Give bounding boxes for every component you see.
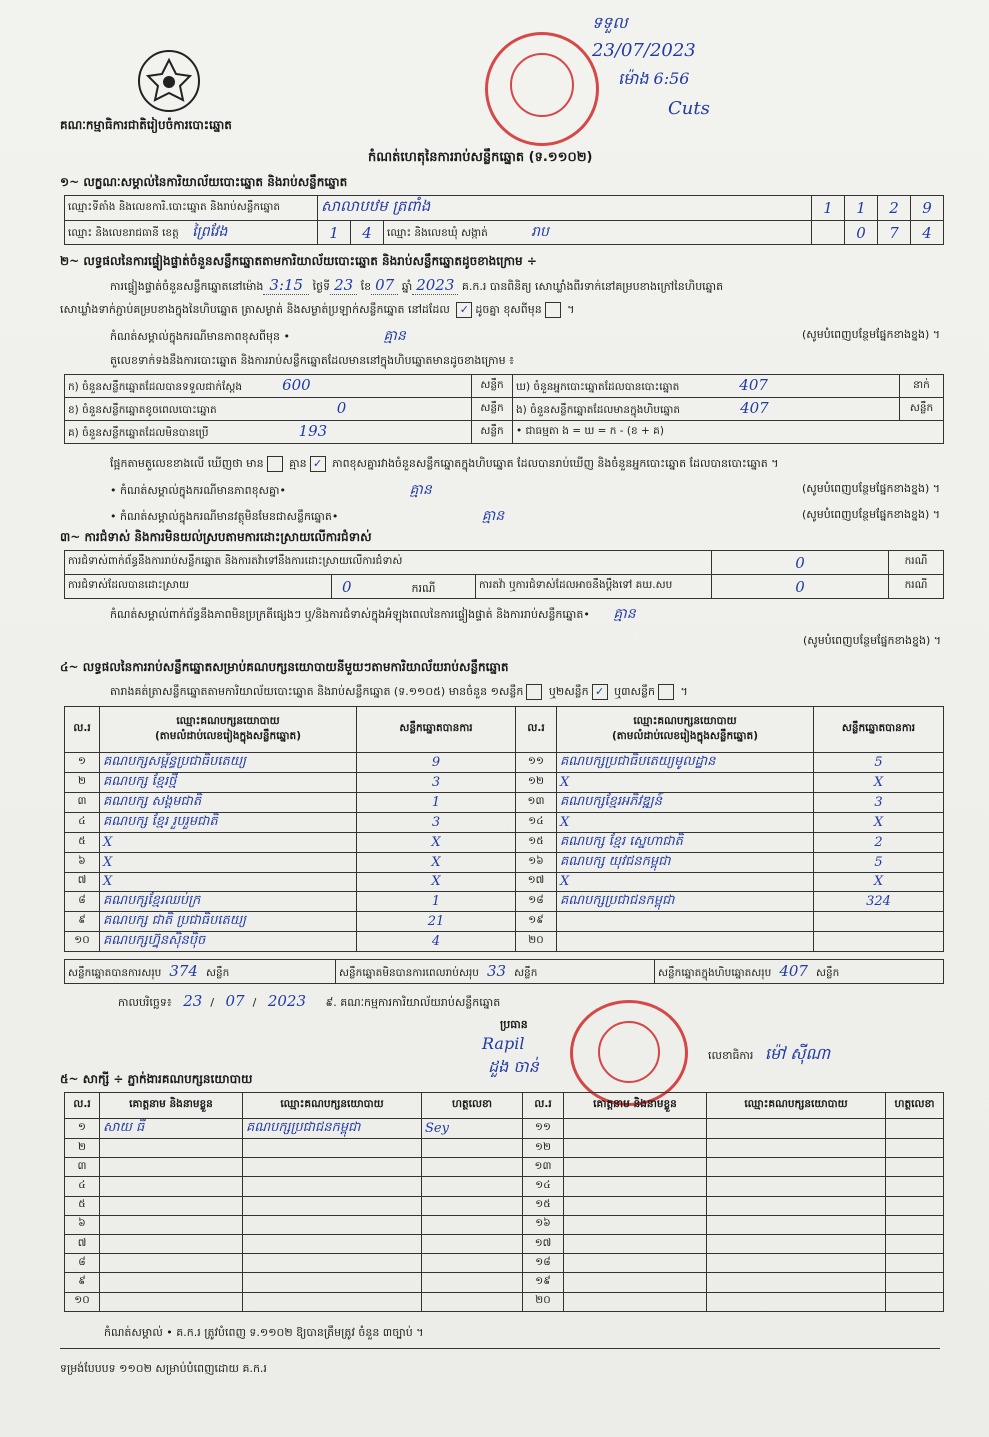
nec-logo bbox=[138, 50, 200, 112]
row-number: ១០ bbox=[65, 1292, 100, 1311]
witness-col-party: ឈ្មោះគណបក្សនយោបាយ bbox=[243, 1093, 422, 1119]
formula-note: • ជាធម្មតា ង = ឃ = ក - (ខ + គ) bbox=[513, 421, 944, 444]
objection-row: ការជំទាស់ពាក់ព័ន្ធនឹងការរាប់សន្លឹកឆ្នោត និងការតវ៉ាទៅនឹងការដោះស្រាយលើការជំទាស់ bbox=[65, 551, 712, 575]
witness-signature: Sey bbox=[422, 1119, 523, 1139]
witness-name bbox=[564, 1254, 707, 1273]
section1-table bbox=[64, 195, 944, 245]
date-year: 2023 bbox=[267, 992, 306, 1010]
received-note: ទទួល bbox=[592, 13, 628, 32]
figure-row: ខ) ចំនួនសន្លឹកឆ្នោតខូចពេលបោះឆ្នោត 0 bbox=[65, 398, 472, 421]
table-row bbox=[65, 1177, 944, 1196]
witness-party bbox=[243, 1254, 422, 1273]
witness-signature bbox=[886, 1215, 944, 1234]
figures-intro: តួលេខទាក់ទងនឹងការបោះឆ្នោត និងការរាប់សន្លឹកឆ្នោតដែលមាននៅក្នុងហិបឆ្នោតមានដូចខាងក្រោម ៖ bbox=[110, 354, 514, 367]
row-number: ១៤ bbox=[516, 813, 557, 833]
province-digit: 4 bbox=[351, 221, 384, 245]
section2-title: ២~ លទ្ធផលនៃការផ្ទៀងផ្ទាត់ចំនួនសន្លឹកឆ្នោតតាមការិយាល័យបោះឆ្នោត និងរាប់សន្លឹកឆ្នោតដូចខាងក្រោម ÷ bbox=[60, 254, 537, 268]
witness-col-name: គោត្តនាម និងនាមខ្លួន bbox=[100, 1093, 243, 1119]
witness-party bbox=[243, 1196, 422, 1215]
row-number: ១៥ bbox=[523, 1196, 564, 1215]
vote-count: X bbox=[357, 853, 516, 873]
col-party-header: ឈ្មោះគណបក្សនយោបាយ (តាមលំដាប់លេខរៀងក្នុងសន្លឹកឆ្នោត) bbox=[557, 707, 814, 753]
location-digit: 2 bbox=[878, 196, 911, 221]
witness-name bbox=[100, 1196, 243, 1215]
official-stamp-top bbox=[485, 32, 599, 146]
party-name: គណបក្សខ្មែរអភិវឌ្ឍន៍ bbox=[557, 793, 814, 813]
witness-name bbox=[100, 1177, 243, 1196]
vote-count: 21 bbox=[357, 911, 516, 931]
diff-note2-value: គ្មាន bbox=[409, 482, 432, 498]
vote-count: 3 bbox=[814, 793, 944, 813]
row-number: ៣ bbox=[65, 1158, 100, 1177]
section1-title: ១~ លក្ខណៈសម្គាល់នៃការិយាល័យបោះឆ្នោត និងរាប់សន្លឹកឆ្នោត bbox=[60, 175, 348, 189]
row-number: ១៧ bbox=[516, 873, 557, 892]
row-number: ៣ bbox=[65, 793, 100, 813]
row-number: ១៩ bbox=[523, 1273, 564, 1292]
checkbox-has-diff[interactable] bbox=[267, 456, 283, 472]
row-number: ១៣ bbox=[516, 793, 557, 813]
row-number: ៨ bbox=[65, 891, 100, 911]
table-row bbox=[65, 813, 944, 833]
discrepancy-line: ផ្អែកតាមតួលេខខាងលើ ឃើញថា មាន គ្មាន ✓ ភាពខុសគ្នារវាងចំនួនសន្លឹកឆ្នោតក្នុងហិបឆ្នោត ដែលបានរាប់ឃើញ និងចំនួនអ្នកបោះឆ្នោត ដែលបានបោះឆ្នោត ។ bbox=[110, 457, 779, 470]
commune-label: ឈ្មោះ និងលេខឃុំ សង្កាត់ រាប bbox=[384, 221, 812, 245]
witness-signature bbox=[422, 1215, 523, 1234]
commune-digit: 7 bbox=[878, 221, 911, 245]
party-name: គណបក្សប្រជាធិបតេយ្យមូលដ្ឋាន bbox=[557, 753, 814, 773]
row-number: ១ bbox=[65, 753, 100, 773]
witness-signature bbox=[886, 1234, 944, 1253]
witness-signature bbox=[886, 1119, 944, 1139]
table-row bbox=[65, 1215, 944, 1234]
party-name: គណបក្ស ខ្មែរ ស្នេហាជាតិ bbox=[557, 833, 814, 853]
witness-name bbox=[100, 1292, 243, 1311]
vote-count: X bbox=[814, 873, 944, 892]
witness-signature bbox=[422, 1273, 523, 1292]
witness-party bbox=[707, 1196, 886, 1215]
irregularity-note-value: គ្មាន bbox=[613, 606, 636, 622]
witness-col-no: ល.រ bbox=[523, 1093, 564, 1119]
date-day: 23 bbox=[183, 992, 203, 1010]
col-no-header: ល.រ bbox=[516, 707, 557, 753]
row-number: ៩ bbox=[65, 1273, 100, 1292]
vote-count: 5 bbox=[814, 853, 944, 873]
row-number: ១០ bbox=[65, 931, 100, 951]
witness-party bbox=[243, 1215, 422, 1234]
witness-name: សាយ ធី bbox=[100, 1119, 243, 1139]
witness-signature bbox=[886, 1196, 944, 1215]
table-row bbox=[65, 853, 944, 873]
location-digit: 1 bbox=[812, 196, 845, 221]
receiver-signature: Cuts bbox=[668, 98, 710, 119]
verification-line: ការផ្ទៀងផ្ទាត់ចំនួនសន្លឹកឆ្នោតនៅម៉ោង 3:15 ថ្ងៃទី 23 ខែ 07 ឆ្នាំ 2023 គ.ក.រ បានពិនិត្យ សោឃ្លាំងពីរទាក់នៅគម្របខាងក្រៅនៃហិបឆ្នោត bbox=[110, 276, 724, 294]
row-number: ១៦ bbox=[523, 1215, 564, 1234]
received-date: 23/07/2023 bbox=[592, 40, 696, 61]
witness-col-no: ល.រ bbox=[65, 1093, 100, 1119]
checkbox-different[interactable] bbox=[545, 302, 561, 318]
row-number: ៤ bbox=[65, 1177, 100, 1196]
row-number: ២ bbox=[65, 773, 100, 793]
witness-party bbox=[707, 1292, 886, 1311]
party-name: គណបក្ស យុវជនកម្ពុជា bbox=[557, 853, 814, 873]
witness-party bbox=[707, 1158, 886, 1177]
president-label: ប្រធាន bbox=[500, 1018, 528, 1031]
witness-signature bbox=[886, 1254, 944, 1273]
witness-party: គណបក្សប្រជាជនកម្ពុជា bbox=[243, 1119, 422, 1139]
figure-row: ក) ចំនួនសន្លឹកឆ្នោតដែលបានទទួលជាក់ស្តែង 600 bbox=[65, 375, 472, 398]
witness-name bbox=[100, 1254, 243, 1273]
witness-footer-note: កំណត់សម្គាល់ • គ.ក.រ ត្រូវបំពេញ ទ.១១០២ ឱ្យបានត្រឹមត្រូវ ចំនួន ៣ច្បាប់ ។ bbox=[104, 1326, 424, 1339]
diff-note-line: កំណត់សម្គាល់ក្នុងករណីមានភាពខុសពីមុន • គ្មាន (សូមបំពេញបន្ថែមផ្នែកខាងខ្នង) ។ bbox=[110, 328, 940, 344]
checkbox-no-diff[interactable]: ✓ bbox=[310, 456, 326, 472]
verification-day: 23 bbox=[330, 276, 357, 295]
commune-digit: 4 bbox=[911, 221, 944, 245]
row-number: ១៩ bbox=[516, 911, 557, 931]
province-digit: 1 bbox=[318, 221, 351, 245]
witness-signature bbox=[422, 1196, 523, 1215]
row-number: ៧ bbox=[65, 873, 100, 892]
president-signature: Rapil bbox=[482, 1034, 525, 1053]
vote-count: 1 bbox=[357, 891, 516, 911]
row-number: ៥ bbox=[65, 833, 100, 853]
results-table bbox=[64, 706, 944, 952]
received-time: ម៉ោង 6:56 bbox=[618, 69, 690, 88]
vote-count: 324 bbox=[814, 891, 944, 911]
witness-col-name: គោត្តនាម និងនាមខ្លួន bbox=[564, 1093, 707, 1119]
row-number: ២០ bbox=[516, 931, 557, 951]
table-row bbox=[65, 1158, 944, 1177]
party-name: គណបក្ស ជាតិ ប្រជាធិបតេយ្យ bbox=[100, 911, 357, 931]
vote-count: 2 bbox=[814, 833, 944, 853]
section3-title: ៣~ ការជំទាស់ និងការមិនយល់ស្របតាមការដោះស្រាយលើការជំទាស់ bbox=[60, 530, 372, 544]
objection-count: 0 bbox=[712, 551, 889, 575]
witness-party bbox=[707, 1139, 886, 1158]
vote-count bbox=[814, 911, 944, 931]
object-note-value: គ្មាន bbox=[481, 508, 505, 524]
row-number: ១២ bbox=[516, 773, 557, 793]
row-number: ១២ bbox=[523, 1139, 564, 1158]
province-value: ព្រៃវែង bbox=[192, 224, 228, 240]
irregularity-hint: (សូមបំពេញបន្ថែមផ្នែកខាងខ្នង) ។ bbox=[802, 634, 941, 647]
witness-party bbox=[707, 1215, 886, 1234]
party-name: X bbox=[557, 873, 814, 892]
table-row bbox=[65, 1273, 944, 1292]
table-row bbox=[65, 911, 944, 931]
section5-title: ៥~ សាក្សី ÷ ភ្នាក់ងារគណបក្សនយោបាយ bbox=[60, 1072, 253, 1086]
table-row bbox=[65, 931, 944, 951]
party-name: គណបក្សខ្មែរឈប់ក្រ bbox=[100, 891, 357, 911]
row-number: ១៣ bbox=[523, 1158, 564, 1177]
total-ballots: សន្លឹកឆ្នោតក្នុងហិបឆ្នោតសរុប 407 សន្លឹក bbox=[655, 960, 944, 984]
footer-divider bbox=[60, 1348, 940, 1349]
witness-party bbox=[243, 1177, 422, 1196]
witness-name bbox=[564, 1119, 707, 1139]
vote-count: 3 bbox=[357, 773, 516, 793]
commune-value: រាប bbox=[531, 224, 549, 240]
table-row bbox=[65, 1234, 944, 1253]
table-row bbox=[65, 1292, 944, 1311]
witness-name bbox=[100, 1215, 243, 1234]
witness-name bbox=[564, 1196, 707, 1215]
table-row bbox=[65, 1139, 944, 1158]
witness-party bbox=[243, 1234, 422, 1253]
form-footnote: ទម្រង់បែបបទ ១១០២ សម្រាប់បំពេញដោយ គ.ក.រ bbox=[60, 1362, 267, 1375]
row-number: ៥ bbox=[65, 1196, 100, 1215]
row-number: ១៥ bbox=[516, 833, 557, 853]
verification-time: 3:15 bbox=[263, 276, 309, 295]
witness-party bbox=[243, 1292, 422, 1311]
witness-party bbox=[707, 1119, 886, 1139]
witness-party bbox=[707, 1177, 886, 1196]
row-number: ៦ bbox=[65, 1215, 100, 1234]
commune-digit: 0 bbox=[845, 221, 878, 245]
date-month: 07 bbox=[225, 992, 245, 1010]
tally-sheet-line: តារាងគត់ត្រាសន្លឹកឆ្នោតតាមការិយាល័យបោះឆ្នោត និងរាប់សន្លឹកឆ្នោត (ទ.១១០៥) មានចំនួន ១សន្លឹក ឬ២សន្លឹក ✓ ឬ៣សន្លឹក ។ bbox=[110, 685, 688, 698]
witness-name bbox=[564, 1139, 707, 1158]
location-digit: 1 bbox=[845, 196, 878, 221]
witness-party bbox=[243, 1158, 422, 1177]
witness-name bbox=[100, 1158, 243, 1177]
witness-signature bbox=[886, 1273, 944, 1292]
col-votes-header: សន្លឹកឆ្នោតបានការ bbox=[357, 707, 516, 753]
row-number: ១៤ bbox=[523, 1177, 564, 1196]
section4-title: ៤~ លទ្ធផលនៃការរាប់សន្លឹកឆ្នោតសម្រាប់គណបក្សនយោបាយនីមួយៗតាមការិយាល័យរាប់សន្លឹកឆ្នោត bbox=[60, 660, 509, 674]
witness-table bbox=[64, 1092, 944, 1312]
row-number: ៤ bbox=[65, 813, 100, 833]
witness-col-sign: ហត្ថលេខា bbox=[886, 1093, 944, 1119]
witness-signature bbox=[422, 1158, 523, 1177]
document-title: កំណត់ហេតុនៃការរាប់សន្លឹកឆ្នោត (ទ.១១០២) bbox=[368, 150, 593, 165]
witness-signature bbox=[886, 1158, 944, 1177]
witness-name bbox=[564, 1292, 707, 1311]
verification-month: 07 bbox=[371, 276, 398, 295]
row-number: ២០ bbox=[523, 1292, 564, 1311]
province-label: ឈ្មោះ និងលេខរាជធានី ខេត្ត ព្រៃវែង bbox=[65, 221, 318, 245]
appeal-count: 0 bbox=[712, 575, 889, 599]
vote-count: X bbox=[814, 813, 944, 833]
verification-year: 2023 bbox=[412, 276, 458, 295]
vote-count bbox=[814, 931, 944, 951]
object-note-line: • កំណត់សម្គាល់ក្នុងករណីមានវត្ថុមិនមែនជាសន្លឹកឆ្នោត• គ្មាន (សូមបំពេញបន្ថែមផ្នែកខាងខ្នង) ។ bbox=[110, 508, 940, 524]
witness-party bbox=[707, 1234, 886, 1253]
witness-signature bbox=[886, 1177, 944, 1196]
checkbox-three-sheets[interactable] bbox=[658, 684, 674, 700]
row-number: ១១ bbox=[516, 753, 557, 773]
witness-signature bbox=[886, 1292, 944, 1311]
table-row bbox=[65, 891, 944, 911]
col-votes-header: សន្លឹកឆ្នោតបានការ bbox=[814, 707, 944, 753]
witness-signature bbox=[886, 1139, 944, 1158]
location-value: សាលាបឋម ត្រពាំង bbox=[318, 196, 812, 221]
col-party-header: ឈ្មោះគណបក្សនយោបាយ (តាមលំដាប់លេខរៀងក្នុងសន្លឹកឆ្នោត) bbox=[100, 707, 357, 753]
witness-party bbox=[707, 1254, 886, 1273]
emblem-icon bbox=[140, 52, 198, 110]
totals-table bbox=[64, 959, 944, 984]
appeal-label: ការតវ៉ា ឬការជំទាស់ដែលអាចនឹងប្តឹងទៅ គឃ.សប bbox=[476, 575, 712, 599]
witness-party bbox=[243, 1273, 422, 1292]
irregularity-note-line: កំណត់សម្គាល់ពាក់ព័ន្ធនឹងភាពមិនប្រក្រតីផ្សេងៗ ឬ/និងការជំទាស់ក្នុងអំឡុងពេលនៃការផ្ទៀងផ្ទាត់ និងការរាប់សន្លឹកឆ្នោត• គ្មាន bbox=[110, 606, 636, 622]
vote-count: 1 bbox=[357, 793, 516, 813]
party-name: X bbox=[557, 773, 814, 793]
row-number: ៧ bbox=[65, 1234, 100, 1253]
row-number: ១៨ bbox=[516, 891, 557, 911]
row-number: ៨ bbox=[65, 1254, 100, 1273]
party-name: គណបក្ស ខ្មែរថ្មី bbox=[100, 773, 357, 793]
figure-row: គ) ចំនួនសន្លឹកឆ្នោតដែលមិនបានប្រើ 193 bbox=[65, 421, 472, 444]
witness-name bbox=[564, 1177, 707, 1196]
row-number: ១៨ bbox=[523, 1254, 564, 1273]
witness-name bbox=[564, 1215, 707, 1234]
figure-row: ឃ) ចំនួនអ្នកបោះឆ្នោតដែលបានបោះឆ្នោត 407 bbox=[513, 375, 900, 398]
party-name bbox=[557, 931, 814, 951]
table-row bbox=[65, 833, 944, 853]
resolved-label: ការជំទាស់ដែលបានដោះស្រាយ bbox=[65, 575, 332, 599]
checkbox-same[interactable]: ✓ bbox=[456, 302, 472, 318]
witness-col-party: ឈ្មោះគណបក្សនយោបាយ bbox=[707, 1093, 886, 1119]
president-name: ដួង ចាន់ bbox=[488, 1057, 539, 1076]
table-row bbox=[65, 1119, 944, 1139]
witness-signature bbox=[422, 1234, 523, 1253]
table-row bbox=[65, 873, 944, 892]
party-name: គណបក្សសម្ព័ន្ធប្រជាធិបតេយ្យ bbox=[100, 753, 357, 773]
row-number: ២ bbox=[65, 1139, 100, 1158]
table-row bbox=[65, 753, 944, 773]
figure-row: ង) ចំនួនសន្លឹកឆ្នោតដែលមានក្នុងហិបឆ្នោត 407 bbox=[513, 398, 900, 421]
location-digit: 9 bbox=[911, 196, 944, 221]
vote-count: 4 bbox=[357, 931, 516, 951]
party-name: គណបក្ស ខ្មែរ រួបរួមជាតិ bbox=[100, 813, 357, 833]
figures-table: ក) ចំនួនសន្លឹកឆ្នោតដែលបានទទួលជាក់ស្តែង 600 សន្លឹក ឃ) ចំនួនអ្នកបោះឆ្នោតដែលបានបោះឆ្នោត 407 នាក់ ខ) ចំនួនសន្លឹកឆ្នោតខូចពេលបោះឆ្នោត 0 សន្លឹក ង) ចំនួនសន្លឹកឆ្នោតដែលមានក្នុងហិបឆ្នោត 407 សន្លឹក គ) ចំនួនសន្លឹកឆ្នោតដែលមិនបានប្រើ 193 សន្លឹក • ជាធម្មតា ង = ឃ = ក - (ខ + គ) bbox=[64, 374, 944, 444]
diff-note-value: គ្មាន bbox=[383, 328, 406, 344]
secretary-name: ម៉ៅ ស៊ីណា bbox=[764, 1044, 831, 1063]
witness-party bbox=[243, 1139, 422, 1158]
date-line: កាលបរិច្ឆេទ៖ 23 / 07 / 2023 ៩. គណៈកម្មការការិយាល័យរាប់សន្លឹកឆ្នោត bbox=[118, 992, 501, 1010]
seal-line: សោឃ្លាំងទាក់ភ្ជាប់គម្របខាងក្នុងនៃហិបឆ្នោត ត្រាសម្ងាត់ និងសម្ងាត់ប្រឡាក់សន្លឹកឆ្នោត នៅដដែល ✓ ដូចគ្នា ខុសពីមុន ។ bbox=[60, 303, 575, 316]
row-number: ១៧ bbox=[523, 1234, 564, 1253]
party-name: X bbox=[100, 853, 357, 873]
objection-table: ការជំទាស់ពាក់ព័ន្ធនឹងការរាប់សន្លឹកឆ្នោត និងការតវ៉ាទៅនឹងការដោះស្រាយលើការជំទាស់ 0 ករណី ការជំទាស់ដែលបានដោះស្រាយ 0 ករណី ការតវ៉ា ឬការជំទាស់ដែលអាចនឹងប្តឹងទៅ គឃ.សប 0 ករណី bbox=[64, 550, 944, 599]
party-name: X bbox=[557, 813, 814, 833]
witness-signature bbox=[422, 1292, 523, 1311]
witness-party bbox=[707, 1273, 886, 1292]
party-name: X bbox=[100, 833, 357, 853]
witness-name bbox=[100, 1273, 243, 1292]
party-name: គណបក្សហ្វ៊ុនស៊ិនប៉ិច bbox=[100, 931, 357, 951]
witness-signature bbox=[422, 1139, 523, 1158]
checkbox-one-sheet[interactable] bbox=[526, 684, 542, 700]
witness-name bbox=[100, 1139, 243, 1158]
vote-count: 5 bbox=[814, 753, 944, 773]
row-number: ១ bbox=[65, 1119, 100, 1139]
total-valid: សន្លឹកឆ្នោតបានការសរុប 374 សន្លឹក bbox=[65, 960, 336, 984]
vote-count: X bbox=[814, 773, 944, 793]
witness-signature bbox=[422, 1177, 523, 1196]
table-row bbox=[65, 793, 944, 813]
col-no-header: ល.រ bbox=[65, 707, 100, 753]
witness-name bbox=[564, 1158, 707, 1177]
location-label: ឈ្មោះទីតាំង និងលេខការិ.បោះឆ្នោត និងរាប់សន្លឹកឆ្នោត bbox=[65, 196, 318, 221]
row-number: ១១ bbox=[523, 1119, 564, 1139]
party-name: គណបក្សប្រជាជនកម្ពុជា bbox=[557, 891, 814, 911]
party-name: គណបក្ស សង្គមជាតិ bbox=[100, 793, 357, 813]
table-row bbox=[65, 1196, 944, 1215]
vote-count: X bbox=[357, 833, 516, 853]
row-number: ៩ bbox=[65, 911, 100, 931]
party-name: X bbox=[100, 873, 357, 892]
row-number: ៦ bbox=[65, 853, 100, 873]
diff-note2-line: • កំណត់សម្គាល់ក្នុងករណីមានភាពខុសគ្នា• គ្មាន (សូមបំពេញបន្ថែមផ្នែកខាងខ្នង) ។ bbox=[110, 482, 940, 498]
vote-count: X bbox=[357, 873, 516, 892]
secretary-line: លេខាធិការ ម៉ៅ ស៊ីណា bbox=[708, 1044, 831, 1063]
checkbox-two-sheets[interactable]: ✓ bbox=[592, 684, 608, 700]
committee-name: គណៈកម្មាធិការជាតិរៀបចំការបោះឆ្នោត bbox=[60, 118, 232, 132]
witness-col-sign: ហត្ថលេខា bbox=[422, 1093, 523, 1119]
table-row bbox=[65, 1254, 944, 1273]
party-name bbox=[557, 911, 814, 931]
resolved-count: 0 ករណី bbox=[332, 575, 476, 599]
official-stamp-committee bbox=[570, 1000, 688, 1106]
vote-count: 9 bbox=[357, 753, 516, 773]
witness-name bbox=[564, 1273, 707, 1292]
vote-count: 3 bbox=[357, 813, 516, 833]
witness-signature bbox=[422, 1254, 523, 1273]
total-invalid: សន្លឹកឆ្នោតមិនបានការពេលរាប់សរុប 33 សន្លឹក bbox=[336, 960, 655, 984]
witness-name bbox=[564, 1234, 707, 1253]
witness-name bbox=[100, 1234, 243, 1253]
table-row bbox=[65, 773, 944, 793]
row-number: ១៦ bbox=[516, 853, 557, 873]
